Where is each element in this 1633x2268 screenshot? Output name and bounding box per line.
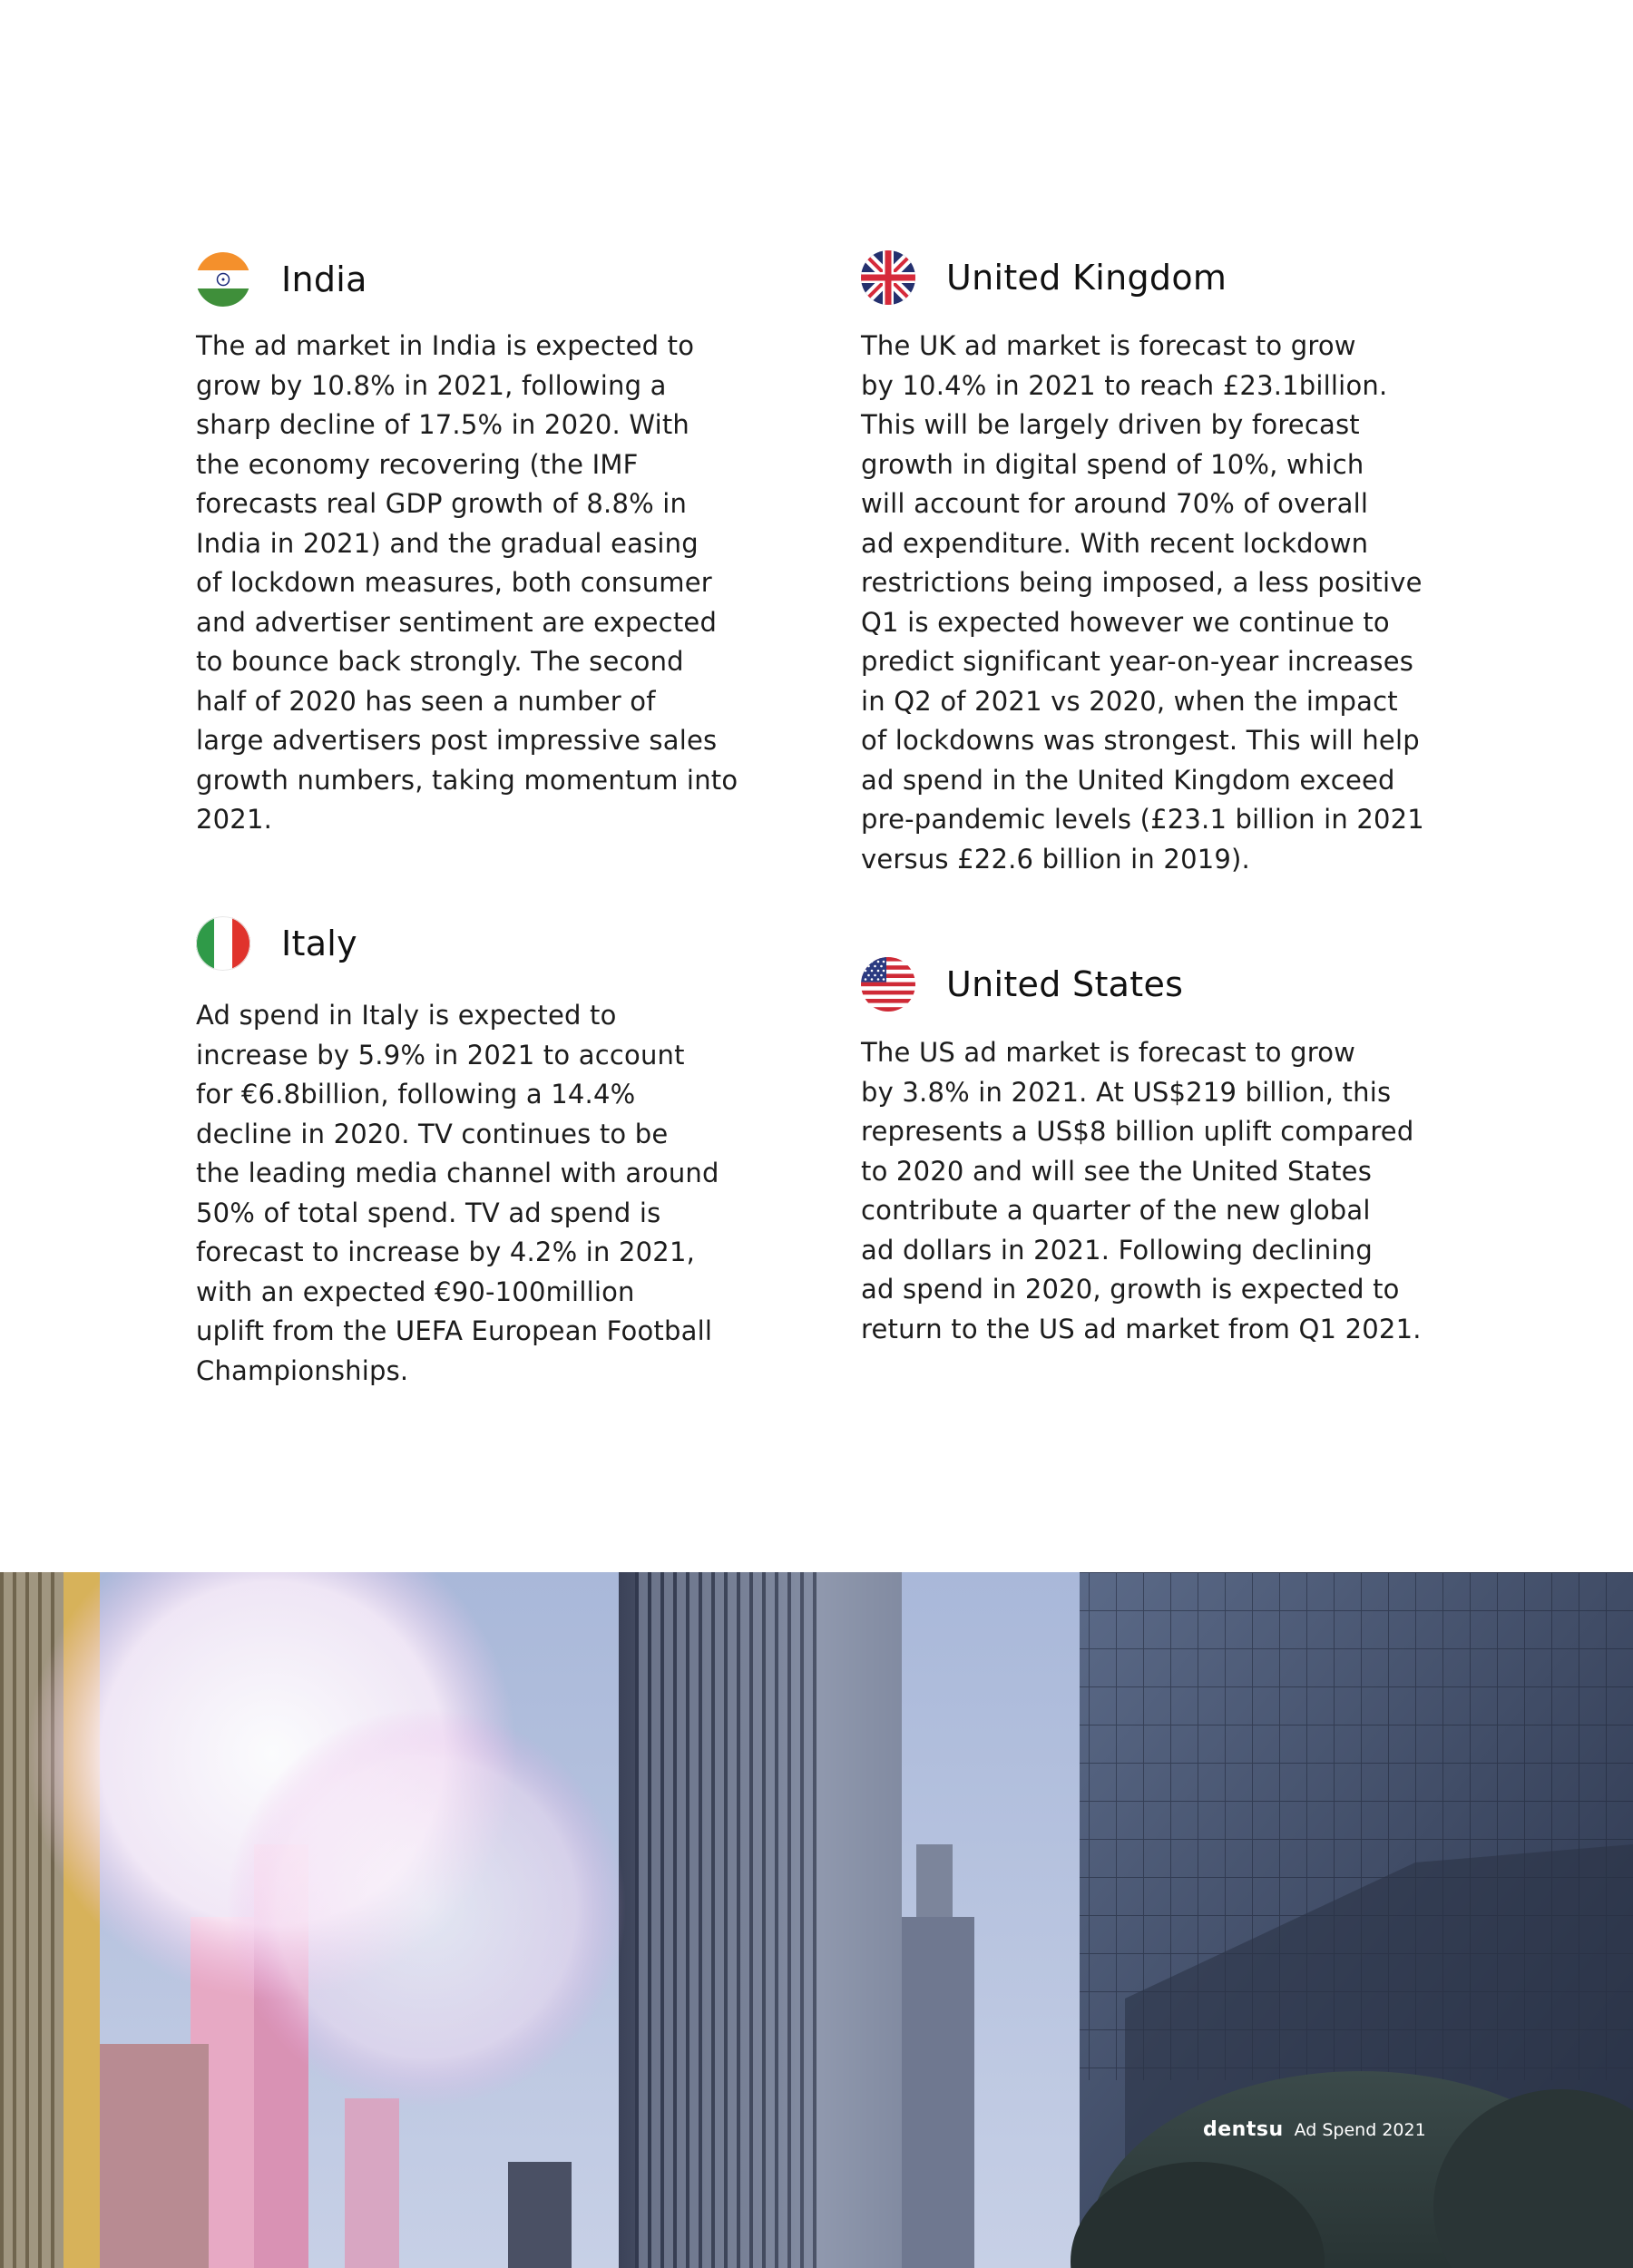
section-india (196, 250, 777, 840)
section-body: The UK ad market is forecast to grow by 10.4% in 2021 to reach £23.1billion. This will be largely driven by forecast growth in digital spend of 10%, which will account for around 70% of overall ad expenditure. With recent lockdown restrictions being imposed, a less positive Q1 is expected however we continue to predict significant year-on-year increases in Q2 of 2021 vs 2020, when the impact of lockdowns was strongest. This will help ad spend in the United Kingdom exceed pre-pandemic levels (£23.1 billion in 2021 versus £22.6 billion in 2019). (861, 330, 1424, 875)
section-title: United States (946, 964, 1184, 1004)
document-title: Ad Spend 2021 (1294, 2120, 1426, 2140)
italy-flag-icon (196, 916, 250, 971)
us-flag-icon (861, 957, 915, 1012)
section-body: Ad spend in Italy is expected to increase by 5.9% in 2021 to account for €6.8billion, following a 14.4% decline in 2020. TV continues to be the leading media channel with around 50% of total spend. TV ad spend is forecast to increase by 4.2% in 2021, with an expected €90-100million uplift from the UEFA European Football Championships. (196, 1000, 719, 1386)
section-header (861, 249, 1496, 307)
section-italy (196, 914, 777, 1391)
section-header (196, 914, 777, 973)
section-header (861, 955, 1496, 1013)
section-title: India (281, 259, 367, 299)
city-skyline-photo (0, 1572, 1633, 2268)
india-flag-icon (196, 252, 250, 307)
section-body: The US ad market is forecast to grow by 3.8% in 2021. At US$219 billion, this represents a US$8 billion uplift compared to 2020 and will see the United States contribute a quarter of the new global ad dollars in 2021. Following declining ad spend in 2020, growth is expected to return to the US ad market from Q1 2021. (861, 1037, 1422, 1344)
section-body: The ad market in India is expected to grow by 10.8% in 2021, following a sharp decline of 17.5% in 2020. With the economy recovering (the IMF forecasts real GDP growth of 8.8% in India in 2021) and the gradual easing of lockdown measures, both consumer and advertiser sentiment are expected to bounce back strongly. The second half of 2020 has seen a number of large advertisers post impressive sales growth numbers, taking momentum into 2021. (196, 330, 738, 835)
section-title: United Kingdom (946, 258, 1227, 298)
section-united-kingdom (861, 249, 1496, 879)
uk-flag-icon (861, 250, 915, 305)
section-united-states (861, 955, 1496, 1349)
brand-logo: dentsu (1203, 2118, 1284, 2141)
section-title: Italy (281, 924, 357, 963)
page-footer (1203, 2118, 1426, 2141)
section-header (196, 250, 777, 308)
